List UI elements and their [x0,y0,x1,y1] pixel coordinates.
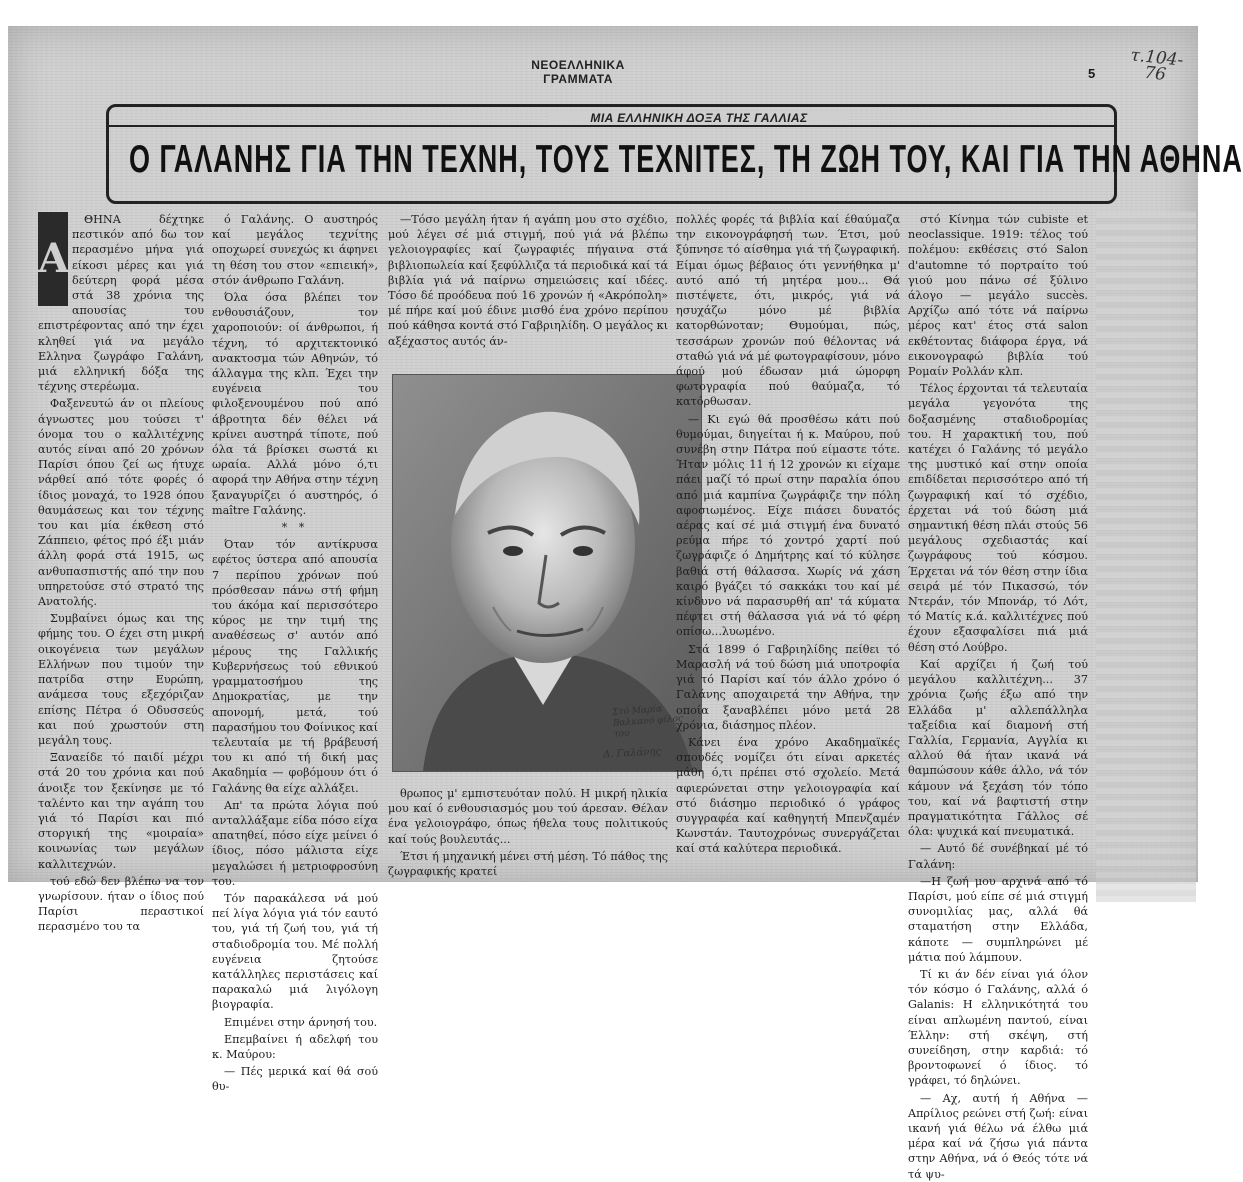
paragraph: Τόν παρακάλεσα νά μού πεί λίγα λόγια γιά τόν εαυτό του, γιά τή ζωή του, γιά τή σταδιοδρομία του. Μέ πολλή ευγένεια ζητούσε κατάλληλες περιστάσεις καί παρακαλώ μιά λιγόλογη βιογραφία. [212,891,378,1012]
newspaper-page [8,26,1243,1181]
paragraph: στό Κίνημα τών cubiste et neoclassique. 1919: τέλος τού πολέμου: εκθέσεις στό Salon d'automne τό πορτραίτο τού γιού μου πάνω σέ ξύλινο άλογο — μεγάλο succès. Αρχίζω από τότε νά παίρνω μέρος κατ' έτος στά salon εκθέτοντας διάφορα έργα, νά εικονογραφώ βιβλία τού Ρομαίν Ρολλάν κλπ. [908,213,1088,379]
article-column-4 [676,212,900,902]
masthead: ΝΕΟΕΛΛΗΝΙΚΑ ΓΡΑΜΜΑΤΑ [531,58,625,86]
page-number: 5 [1088,66,1096,81]
paragraph: Επιμένει στην άρνησή του. [224,1015,378,1029]
adjacent-column-fragment [1096,212,1196,902]
paragraph: — Αυτό δέ συνέβηκαί μέ τό Γαλάνη: [908,842,1088,871]
banner-divider [109,125,1114,127]
paragraph: πολλές φορές τά βιβλία καί έθαύμαζα την εικονογράφησή των. Έτσι, μού ξύπνησε τό αίσθημα γιά τή ζωγραφική. Είμαι όμως βέβαιος ότι γεννήθηκα μ' αυτό από τή μητέρα μου... Θά πιστέψετε, ότι, μικρός, γιά νά ησυχάζω μόνο μέ βιβλία κατορθώνοταν; Θυμούμαι, πώς, τεσσάρων χρονών πού θέλοντας νά σταθώ γιά νά μέ φωτογραφίσουν, μόνο άφού μού έδωσαν μιά ώμορφη φωτογραφία πού θαύμαζα, τό κατόρθωσαν. [676,213,900,409]
portrait-photo [392,374,702,772]
paragraph: Τί κι άν δέν είναι γιά όλον τόν κόσμο ό Γαλάνης, αλλά ό Galanis: Η ελληνικότητά του είναι απλωμένη παντού, είναι Έλλην: στή σκέψη, στή συνείδηση, στην καρδιά: τό βροντοφωνεί ό ίδιος. τό γράφει, τό δηλώνει. [908,967,1088,1088]
paragraph: Έτσι ή μηχανική μένει στή μέση. Τό πάθος της ζωγραφικής κρατεί [388,849,668,879]
paragraph: — Κι εγώ θά προσθέσω κάτι πού θυμούμαι, διηγείται ή κ. Μαύρου, πού συνέβη στην Πάτρα πού είμαστε τότε. Ήταν μόλις 11 ή 12 χρονών κι είχαμε πάει μαζί τό πρωί στην παραλία όπου από μιά καμπίνα ζωγράφιζε την πόλη αφοσιωμένος. Είχε πιάσει δυνατός αέρας καί σέ μιά στιγμή ένα δυνατό ρεύμα πήρε τό χοντρό χαρτί πού ζωγράφιζε ό Δημήτρης καί τό κύλησε βαθιά στή θάλασσα. Χωρίς νά χάση καιρό βγάζει τό σακκάκι του καί μέ κίνδυνο νά παρασυρθή απ' τά κύματα πέφτει στή θάλασσα γιά νά τό φέρη οπίσω...λυωμένο. [676,412,900,639]
headline-banner [106,104,1243,204]
paragraph: Απ' τα πρώτα λόγια πού ανταλλάξαμε είδα πόσο είχα απατηθεί, πόσο είχε μείνει ό ίδιος, πόσο μάλιστα είχε μεγαλώσει ή μετριοφροσύνη του. [212,798,378,888]
paragraph: — Πές μερικά καί θά σού θυ- [212,1065,378,1094]
paragraph: Στά 1899 ό Γαβριηλίδης πείθει τό Μαρασλή νά τού δώση μιά υποτροφία γιά τό Παρίσι καί τόν άλλο χρόνο ό Γαλάνης αποχαιρετά την Αθήνα, την οποία ξαναβλέπει μόνο μετά 28 χρόνια, διάσημος πλέον. [676,642,900,732]
handwritten-note: τ.104-76 [1129,45,1185,86]
paragraph: —Η ζωή μου αρχινά από τό Παρίσι, μού είπε σέ μιά στιγμή συνομιλίας μας, αλλά θά σταματήση στην Ελλάδα, κάποτε — συμπληρώνει μέ μάτια πού λάμπουν. [908,874,1088,964]
paragraph: Όλα όσα βλέπει τον ενθουσιάζουν, τον χαροποιούν: οί άνθρωποι, ή τέχνη, τό αρχιτεκτονικό ανακτοσμα τών Αθηνών, τό άλλαγμα της κλπ. Έχει την ευγένεια του φιλοξενουμένου πού από άβροτητα δέν θέλει νά κρίνει αυστηρά τίποτε, πού όλα τά βρίσκει σωστά κι ωραία. Αλλά μόνο ό,τι αφορά την Αθήνα στην τέχνη ξαναγυρίζει ό αυστηρός, ό maître Γαλάνης. [212,291,378,517]
article-column-1 [38,212,204,934]
drop-cap: Α [38,212,68,306]
headline: Ο ΓΑΛΑΝΗΣ ΓΙΑ ΤΗΝ ΤΕΧΝΗ, ΤΟΥΣ ΤΕΧΝΙΤΕΣ, ΤΗ ΖΩΗ ΤΟΥ, ΚΑΙ ΓΙΑ ΤΗΝ ΑΘΗΝΑ [129,137,1243,181]
photo-dedication: Στό Μαρία Βαλκανό φίλος του [611,704,684,740]
paragraph: τού εδώ δεν βλέπω να τον γνωρίσουν. ήταν ο ίδιος πού Παρίσι περαστικοί περασμένο του τα [38,874,204,934]
paragraph: Καί αρχίζει ή ζωή τού μεγάλου καλλιτέχνη... 37 χρόνια ζωής έξω από την Ελλάδα μ' αλλεπάλληλα ταξείδια καί διαμονή στή Γαλλία, Γερμανία, Αγγλία κι αλλού θά ήταν ικανά νά θαμπώσουν κάθε άλλο, νά τόν κάμουν νά ξεχάση τόν τόπο του, καί νά βαφτιστή στην πραγματικότητα Γάλλος σέ όλα: ψυχικά καί πνευματικά. [908,657,1088,839]
paragraph: ό Γαλάνης. Ο αυστηρός καί μεγάλος τεχνίτης οποχωρεί συνεχώς κι άφηνει τη θέση του στον «επιεική», στόν άνθρωπο Γαλάνη. [212,213,378,287]
paragraph: Κάνει ένα χρόνο Ακαδημαϊκές σπουδές νομίζει ότι είναι αρκετές μάθη ό,τι πρέπει στό σχολείο. Μετά αφιερώνεται στην γελοιογραφία καί στό διάσημο περιοδικό ό γράφος συγγραφέα καί καθηγητή Μπενζαμέν Κωνστάν. Ταυτοχρόνως συνεργάζεται καί στά καλύτερα περιοδικά. [676,735,900,856]
article-column-3-top [388,212,668,364]
photo-signature: Δ. Γαλάνης [602,746,662,761]
article-column-5 [908,212,1088,1181]
paragraph: Όταν τόν αντίκρυσα εφέτος ύστερα από απουσία 7 περίπου χρόνων πού πρόσθεσαν πάνω στή φήμη του άκόμα καί περισσότερο κύρος με την τιμή της αναθέσεως σ' αυτόν από μέρους της Γαλλικής Κυβερνήσεως τού εθνικού γραμματοσήμου της Δημοκρατίας, με την απονομή, μετά, τού παρασήμου του Φοίνικος καί τελευταία με τή βράβευσή του κι από τή δική μας Ακαδημία — φοβόμουν ότι ό Γαλάνης θα είχε αλλάξει. [212,538,378,795]
paragraph: — Αχ, αυτή ή Αθήνα — Απρίλιος ρεώνει στή ζωή: είναι ικανή γιά θέλω νά έλθω μιά μέρα καί νά ζήσω γιά πάντα στην Αθήνα, νά ό Θεός τότε νά τά ψυ- [908,1091,1088,1181]
kicker: ΜΙΑ ΕΛΛΗΝΙΚΗ ΔΟΞΑ ΤΗΣ ΓΑΛΛΙΑΣ [549,111,849,125]
article-column-3-bottom [388,786,668,902]
paragraph: Ξαναείδε τό παιδί μέχρι στά 20 του χρόνια και πού άνοιξε τον ξεκίνησε με τό ταλέντο και την αγάπη του γιά τό Παρίσι και πιό στοργική της «μοιραία» κοινωνίας των μεγάλων καλλιτεχνών. [38,751,204,871]
paragraph: Επεμβαίνει ή αδελφή του κ. Μαύρου: [212,1032,378,1061]
paragraph: Τέλος έρχονται τά τελευταία μεγάλα γεγονότα της δοξασμένης σταδιοδρομίας του. Η χαρακτική του, πού κατέχει ό Γαλάνης τό μεγάλο της μυστικό καί στην οποία επιδίδεται περισσότερο από τή ζωγραφική καί τό σχέδιο, έρχεται νά τού δώση μιά σημαντική θέση πλάι στούς 56 μεγάλους σχεδιαστάς καί ζωγράφους τού κόσμου. Έρχεται νά τόν θέση στην ίδια σειρά μέ τόν Πικασσώ, τόν Ντεράν, τόν Μπονάρ, τό Λότ, τό Ματίς κ.ά. καλλιτέχνες πού έχουν εξασφαλίσει πιά μιά θέση στό Λούβρο. [908,382,1088,654]
paragraph: —Τόσο μεγάλη ήταν ή αγάπη μου στο σχέδιο, μού λέγει σέ μιά στιγμή, πού γιά νά βλέπω γελοιογραφίες καί ζωγραφιές πήγαινα στά βιβλιοπωλεία καί ξεφύλλιζα τά περιοδικά καί τά βιβλία γιά νά παίρνω σημειώσεις καί ιδέες. Τόσο δέ προόδευα πού 16 χρονών ή «Ακρόπολη» μέ πήρε καί μού έδινε μισθό ένα χρόνο περίπου πού κάθησα κοντά στό Γαβριηλίδη. Ο μεγάλος κι αξέχαστος αυτός άν- [388,213,668,348]
paragraph: Συμβαίνει όμως και της φήμης του. Ο έχει στη μικρή οικογένεια των μεγάλων Ελλήνων που τιμούν την πατρίδα στην Ευρώπη, ανάμεσα τους εξεχόριζαν επίσης Πέτρα ό Οδυσσεύς και πού χρωστούν στη μεγάλη τους. [38,612,204,747]
paragraph: ΘΗΝΑ δέχτηκε πεστικόν από δω τον περασμένο μήνα γιά είκοσι μέρες και γιά δεύτερη φορά μέσα στά 38 χρόνια της απουσίας του επιστρέφοντας από την έχει κληθεί γιά να μεγάλο Ελληνα ζωγράφο Γαλάνη, μιά ελληνική δόξα της τέχνης στερέωμα. [38,213,204,394]
section-separator: * * [281,521,309,535]
paragraph: Φαξενευτώ άν οι πλείους άγνωστες μου τούσει τ' όνομα του ο καλλιτέχνης αυτός είναι από 20 χρόνων Παρίσι όπου ζεί ως ήτυχε νάρθεί από τότε φορές ό ίδιος μοναχά, το 1928 όπου θαυμάσεως και τον τέχνης του και μία έκθεση στό Ζάππειο, φέτος πρό έξι μιάν άλλη φορά στά 1915, ως ανθυπασπιστής από την που υπηρετούσε στό στρατό της Ανατολής. [38,397,204,609]
article-column-2 [212,212,378,1094]
paragraph: θρωπος μ' εμπιστευόταν πολύ. Η μικρή ηλικία μου καί ό ενθουσιασμός μου τού άρεσαν. Θέλαν ένα γελοιογράφο, όπως ήθελα τους πολιτικούς καί τούς βουλευτάς... [388,787,668,846]
